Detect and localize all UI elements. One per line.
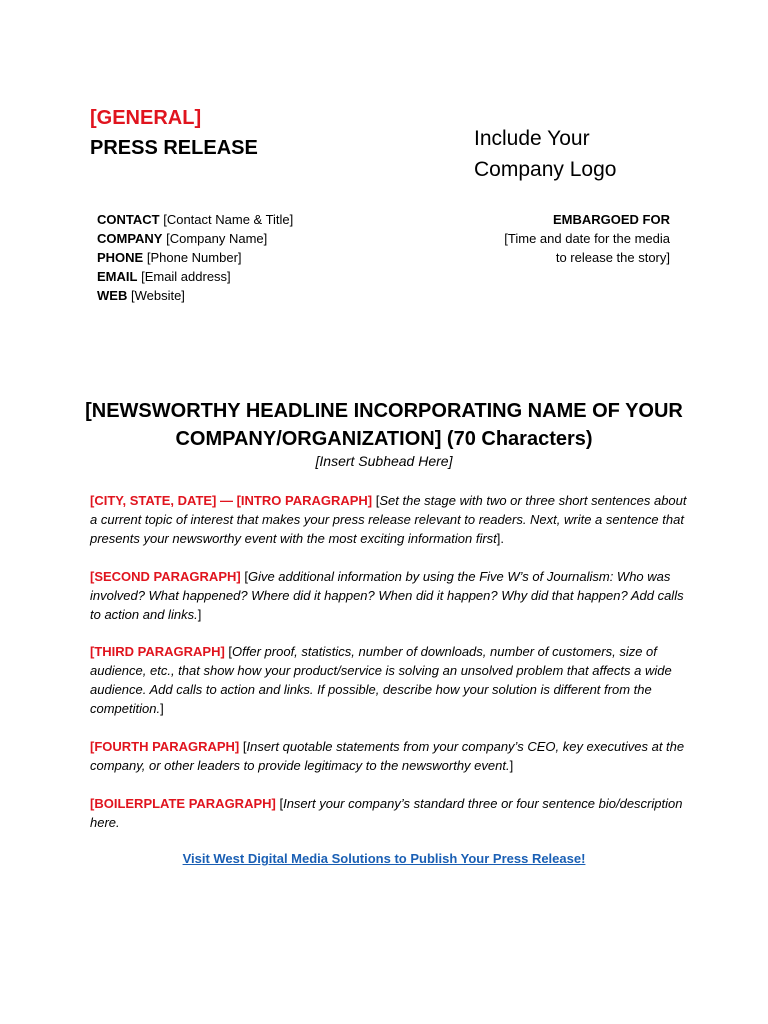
phone-value: [Phone Number] (146, 250, 242, 265)
boilerplate-paragraph (90, 794, 690, 832)
contact-row (97, 210, 293, 229)
web-row (97, 286, 293, 305)
intro-paragraph (90, 491, 690, 548)
company-label: COMPANY (97, 231, 163, 246)
company-row (97, 229, 293, 248)
paragraph-bracket-close: ]. (496, 531, 505, 546)
embargo-line-1: [Time and date for the media (504, 231, 670, 246)
doc-type-title: PRESS RELEASE (90, 137, 258, 159)
paragraph-lead: [BOILERPLATE PARAGRAPH] (90, 796, 276, 811)
paragraph-bracket-open: [ (275, 796, 284, 811)
paragraph-bracket-open: [ (239, 739, 247, 754)
embargo-label: EMBARGOED FOR (553, 212, 670, 227)
email-row (97, 267, 293, 286)
paragraph-bracket-open: [ (240, 569, 248, 584)
fourth-paragraph (90, 737, 690, 775)
paragraph-body: Set the stage with two or three short sentences about a current topic of interest that makes your press release relevant to readers. Next, write a sentence that presents your newsworthy event with the most exciting information first (90, 493, 687, 546)
phone-row (97, 248, 293, 267)
paragraph-lead: [THIRD PARAGRAPH] (90, 644, 225, 659)
general-tag: [GENERAL] (90, 107, 202, 129)
paragraph-body: Offer proof, statistics, number of downloads, number of customers, size of audience, etc., that show how your product/service is solving an unsolved problem that affects a wide audience. Add calls to action and links. If possible, describe how your solution is different from the competition. (90, 644, 672, 716)
headline-line-2: COMPANY/ORGANIZATION] (70 Characters) (175, 428, 593, 450)
paragraph-bracket-close: ] (197, 607, 202, 622)
paragraph-bracket-open: [ (372, 493, 380, 508)
paragraph-bracket-open: [ (224, 644, 233, 659)
contact-value: [Contact Name & Title] (163, 212, 294, 227)
embargo-block (504, 210, 670, 267)
contact-label: CONTACT (97, 212, 160, 227)
contact-block (97, 210, 293, 305)
phone-label: PHONE (97, 250, 144, 265)
logo-line-2: Company Logo (474, 158, 617, 181)
email-label: EMAIL (97, 269, 138, 284)
logo-placeholder (474, 123, 616, 185)
paragraph-lead: [SECOND PARAGRAPH] (90, 569, 241, 584)
headline (60, 397, 708, 453)
company-value: [Company Name] (166, 231, 268, 246)
web-value: [Website] (130, 288, 185, 303)
logo-line-1: Include Your (474, 127, 590, 150)
publish-press-release-link[interactable]: Visit West Digital Media Solutions to Publish Your Press Release! (182, 851, 586, 866)
third-paragraph (90, 642, 690, 718)
paragraph-bracket-close: ] (160, 701, 164, 716)
paragraph-body: Insert quotable statements from your company’s CEO, key executives at the company, or other leaders to provide legitimacy to the newsworthy event. (90, 739, 685, 773)
headline-line-1: [NEWSWORTHY HEADLINE INCORPORATING NAME OF YOUR (85, 400, 683, 422)
paragraph-body: Insert your company’s standard three or four sentence bio/description here. (90, 796, 683, 830)
web-label: WEB (97, 288, 128, 303)
paragraph-lead: [CITY, STATE, DATE] — [INTRO PARAGRAPH] (90, 493, 373, 508)
paragraph-bracket-close: ] (509, 758, 514, 773)
second-paragraph (90, 567, 690, 624)
subhead: [Insert Subhead Here] (315, 453, 453, 469)
paragraph-body: Give additional information by using the Five W’s of Journalism: Who was involved? What happened? Where did it happen? When did it happen? Why did that happen? Add calls to action and links. (90, 569, 684, 622)
embargo-line-2: to release the story] (555, 250, 670, 265)
paragraph-lead: [FOURTH PARAGRAPH] (90, 739, 240, 754)
email-value: [Email address] (141, 269, 231, 284)
